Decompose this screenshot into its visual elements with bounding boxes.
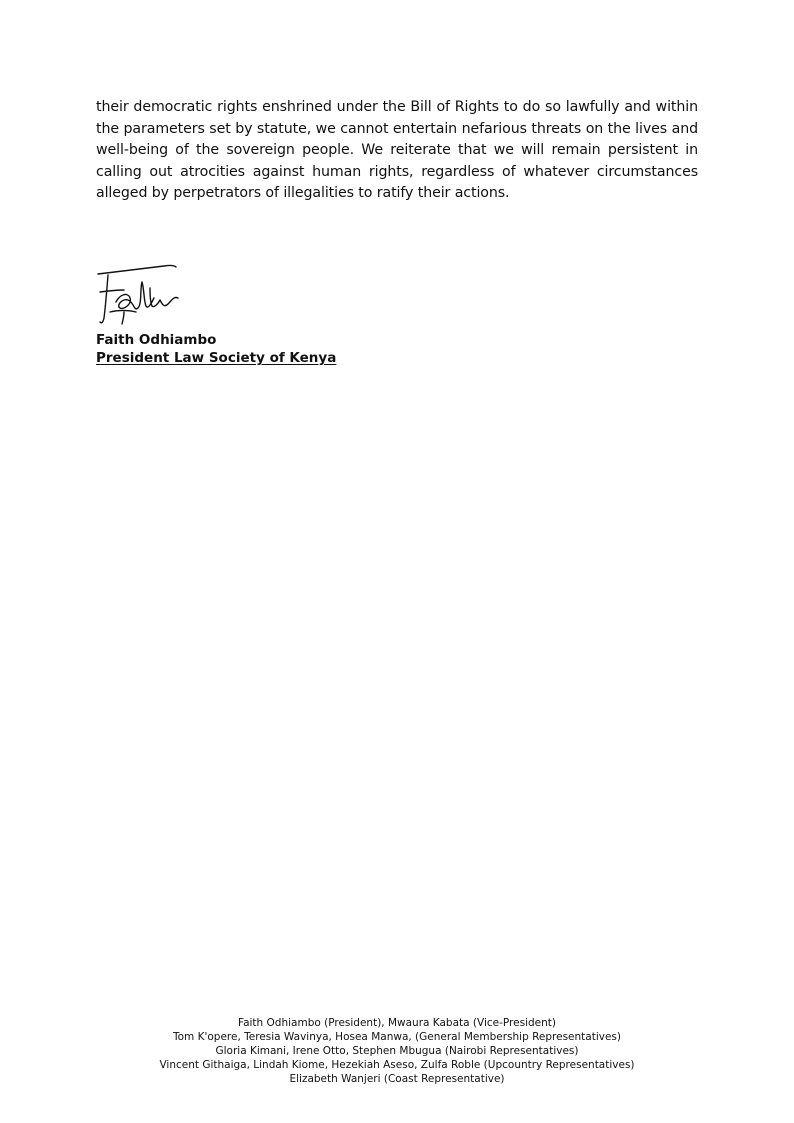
handwritten-signature (94, 258, 190, 338)
signer-title: President Law Society of Kenya (96, 350, 337, 366)
footer-line: Gloria Kimani, Irene Otto, Stephen Mbugua (Nairobi Representatives) (215, 1045, 579, 1057)
footer-line: Elizabeth Wanjeri (Coast Representative) (289, 1073, 505, 1085)
footer-line: Vincent Githaiga, Lindah Kiome, Hezekiah Aseso, Zulfa Roble (Upcountry Representatives) (159, 1059, 635, 1071)
body-paragraph: their democratic rights enshrined under the Bill of Rights to do so lawfully and within the parameters set by statute, we cannot entertain nefarious threats on the lives and well-being of the sovereign people. We reiterate that we will remain persistent in calling out atrocities against human rights, regardless of whatever circumstances alleged by perpetrators of illegalities to ratify their actions. (96, 99, 698, 201)
footer-council-list (0, 1016, 794, 1086)
signer-name: Faith Odhiambo (96, 332, 217, 348)
footer-line: Tom K'opere, Teresia Wavinya, Hosea Manwa, (General Membership Representatives) (172, 1031, 622, 1043)
footer-line: Faith Odhiambo (President), Mwaura Kabata (Vice-President) (238, 1017, 556, 1029)
